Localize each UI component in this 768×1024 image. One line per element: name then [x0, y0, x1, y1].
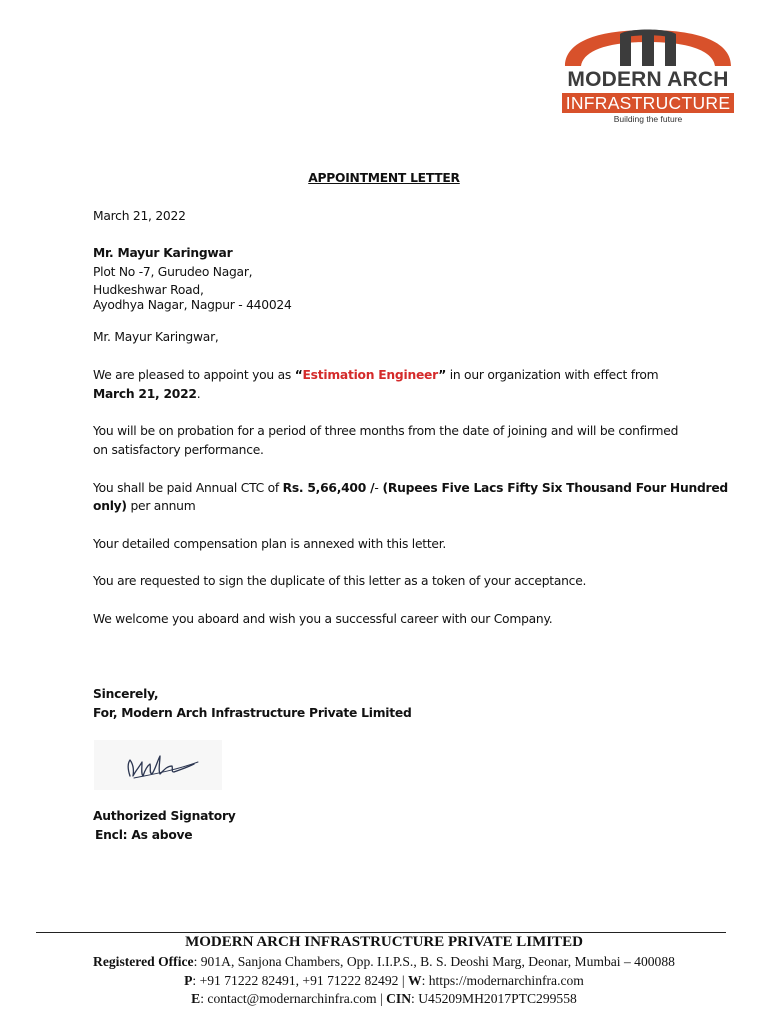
probation-paragraph-line: You will be on probation for a period of three months from the date of joining and will be confirmed	[93, 424, 679, 438]
phone-label: P	[184, 973, 193, 988]
authorized-signatory: Authorized Signatory	[93, 809, 236, 823]
web-label: W	[407, 973, 422, 988]
email-link[interactable]: : contact@modernarchinfra.com |	[200, 991, 387, 1006]
ctc-words-line-2: only)	[93, 499, 127, 513]
company-logo	[556, 24, 740, 124]
email-label: E	[191, 991, 201, 1006]
website-link[interactable]: : https://modernarchinfra.com	[421, 973, 584, 988]
acceptance-paragraph: You are requested to sign the duplicate of this letter as a token of your acceptance.	[93, 574, 587, 588]
compensation-paragraph: Your detailed compensation plan is annexed with this letter.	[93, 537, 447, 551]
footer-company: MODERN ARCH INFRASTRUCTURE PRIVATE LIMITED	[185, 934, 583, 950]
letter-date: March 21, 2022	[93, 209, 186, 223]
ctc-post: per annum	[126, 499, 196, 513]
recipient-address-line: Ayodhya Nagar, Nagpur - 440024	[93, 298, 292, 312]
signature-icon	[94, 740, 222, 790]
logo-line-1: MODERN ARCH	[567, 68, 729, 91]
recipient-name: Mr. Mayur Karingwar	[93, 246, 233, 260]
office-address: : 901A, Sanjona Chambers, Opp. I.I.P.S., B. S. Deoshi Marg, Deonar, Mumbai – 400088	[193, 954, 675, 969]
enclosure: Encl: As above	[95, 828, 193, 842]
salutation: Mr. Mayur Karingwar,	[93, 330, 219, 344]
cin-number: : U45209MH2017PTC299558	[411, 991, 577, 1006]
cin-label: CIN	[386, 991, 412, 1006]
role-title: Estimation Engineer	[302, 368, 439, 382]
ctc-dash: -	[374, 481, 379, 495]
effective-date: March 21, 2022	[93, 387, 197, 401]
welcome-paragraph: We welcome you aboard and wish you a successful career with our Company.	[93, 612, 553, 626]
logo-line-2: INFRASTRUCTURE	[562, 93, 734, 113]
effective-date-line	[93, 385, 713, 404]
footer-email-cin	[0, 989, 768, 1009]
para1-period: .	[196, 387, 201, 401]
ctc-paragraph-line-2	[93, 497, 713, 516]
ctc-words-line-1: (Rupees Five Lacs Fifty Six Thousand Four Hundred	[378, 481, 728, 495]
para1-pre: We are pleased to appoint you as	[93, 368, 295, 382]
arch-logo-icon	[562, 24, 734, 68]
closing: Sincerely,	[93, 687, 159, 701]
letter-title: APPOINTMENT LETTER	[308, 171, 460, 185]
ctc-amount: Rs. 5,66,400 /	[282, 481, 375, 495]
signature-image	[94, 740, 222, 790]
footer-office	[0, 952, 768, 972]
recipient-address-line: Hudkeshwar Road,	[93, 283, 204, 297]
probation-paragraph-line: on satisfactory performance.	[93, 443, 264, 457]
logo-tagline: Building the future	[613, 114, 683, 124]
office-label: Registered Office	[93, 954, 194, 969]
role-quote-close: ”	[438, 368, 447, 382]
appointment-paragraph	[93, 366, 713, 385]
for-company: For, Modern Arch Infrastructure Private Limited	[93, 706, 412, 720]
phone-numbers: : +91 71222 82491, +91 71222 82492 |	[192, 973, 408, 988]
recipient-address-line: Plot No -7, Gurudeo Nagar,	[93, 265, 253, 279]
footer-contact	[0, 971, 768, 991]
role-quote-open: “	[294, 368, 303, 382]
ctc-pre: You shall be paid Annual CTC of	[93, 481, 283, 495]
para1-post: in our organization with effect from	[446, 368, 659, 382]
ctc-paragraph	[93, 479, 728, 498]
